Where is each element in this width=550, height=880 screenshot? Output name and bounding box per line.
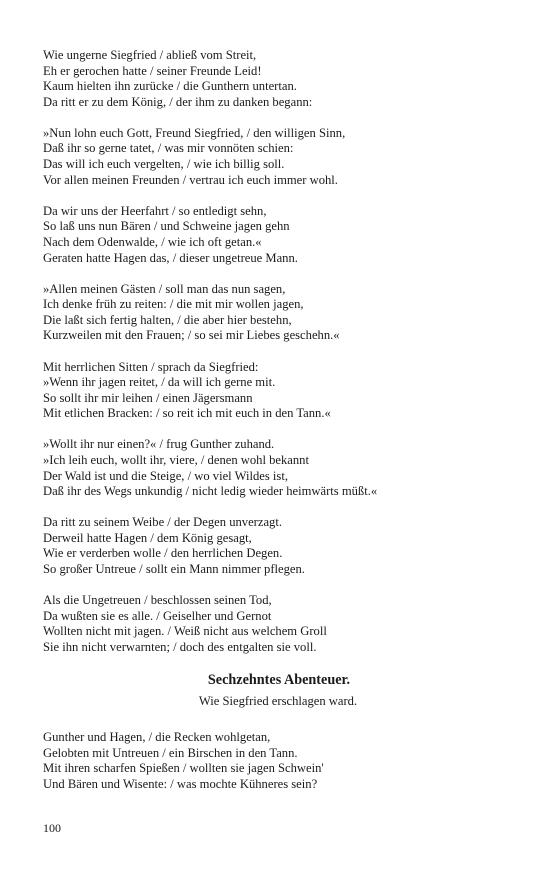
verse-line: Nach dem Odenwalde, / wie ich oft getan.« — [43, 234, 262, 249]
stanza-3 — [43, 204, 513, 266]
verse-line: Ich denke früh zu reiten: / die mit mir wollen jagen, — [43, 297, 304, 312]
verse-line: So laß uns nun Bären / und Schweine jagen gehn — [43, 219, 290, 234]
verse-line: Wollten nicht mit jagen. / Weiß nicht aus welchem Groll — [43, 624, 327, 639]
stanza-6 — [43, 437, 513, 499]
verse-line: So sollt ihr mir leihen / einen Jägersmann — [43, 390, 253, 405]
verse-line: Die laßt sich fertig halten, / die aber hier bestehn, — [43, 312, 292, 327]
chapter-title: Sechzehntes Abenteuer. — [207, 672, 351, 688]
verse-line: Der Wald ist und die Steige, / wo viel Wildes ist, — [43, 468, 288, 483]
verse-line: Da wußten sie es alle. / Geiselher und Gernot — [43, 608, 272, 623]
verse-line: So großer Untreue / sollt ein Mann nimmer pflegen. — [43, 562, 305, 577]
stanza-2 — [43, 126, 513, 188]
verse-line: Da ritt er zu dem König, / der ihm zu danken begann: — [43, 94, 313, 109]
verse-line: Geraten hatte Hagen das, / dieser ungetreue Mann. — [43, 250, 298, 265]
page-body — [43, 48, 513, 808]
stanza-4 — [43, 282, 513, 344]
verse-line: Daß ihr so gerne tatet, / was mir vonnöten schien: — [43, 141, 294, 156]
verse-line: »Wenn ihr jagen reitet, / da will ich gerne mit. — [43, 375, 276, 390]
verse-line: Das will ich euch vergelten, / wie ich billig soll. — [43, 157, 285, 172]
verse-line: Vor allen meinen Freunden / vertrau ich euch immer wohl. — [43, 172, 338, 187]
verse-line: Da ritt zu seinem Weibe / der Degen unverzagt. — [43, 515, 282, 530]
verse-line: Daß ihr des Wegs unkundig / nicht ledig wieder heimwärts müßt.« — [43, 484, 378, 499]
verse-line: »Nun lohn euch Gott, Freund Siegfried, / den willigen Sinn, — [43, 125, 346, 140]
verse-line: Kaum hielten ihn zurücke / die Gunthern untertan. — [43, 79, 297, 94]
stanza-9 — [43, 730, 513, 792]
verse-line: Gunther und Hagen, / die Recken wohlgetan, — [43, 730, 271, 744]
verse-line: Eh er gerochen hatte / seiner Freunde Leid! — [43, 63, 262, 78]
verse-line: Derweil hatte Hagen / dem König gesagt, — [43, 530, 252, 545]
stanza-8 — [43, 593, 513, 655]
verse-line: Da wir uns der Heerfahrt / so entledigt sehn, — [43, 203, 267, 218]
verse-line: »Wollt ihr nur einen?« / frug Gunther zuhand. — [43, 437, 275, 452]
stanza-7 — [43, 515, 513, 577]
verse-line: Sie ihn nicht verwarnten; / doch des entgalten sie voll. — [43, 639, 317, 654]
verse-line: Gelobten mit Untreuen / ein Birschen in den Tann. — [43, 745, 298, 760]
stanza-5 — [43, 360, 513, 422]
verse-line: Kurzweilen mit den Frauen; / so sei mir Liebes geschehn.« — [43, 328, 340, 343]
verse-line: Mit ihren scharfen Spießen / wollten sie jagen Schwein' — [43, 761, 324, 776]
verse-line: Als die Ungetreuen / beschlossen seinen Tod, — [43, 593, 272, 608]
verse-line: Mit herrlichen Sitten / sprach da Siegfried: — [43, 359, 259, 374]
verse-line: »Ich leih euch, wollt ihr, viere, / denen wohl bekannt — [43, 452, 309, 467]
verse-line: Mit etlichen Bracken: / so reit ich mit euch in den Tann.« — [43, 406, 331, 421]
verse-line: Und Bären und Wisente: / was mochte Kühneres sein? — [43, 776, 318, 791]
stanza-1 — [43, 48, 513, 110]
page-number: 100 — [43, 821, 61, 835]
verse-line: »Allen meinen Gästen / soll man das nun sagen, — [43, 281, 286, 296]
chapter-subtitle: Wie Siegfried erschlagen ward. — [198, 694, 358, 708]
verse-line: Wie ungerne Siegfried / abließ vom Streit, — [43, 48, 257, 62]
verse-line: Wie er verderben wolle / den herrlichen Degen. — [43, 546, 283, 561]
